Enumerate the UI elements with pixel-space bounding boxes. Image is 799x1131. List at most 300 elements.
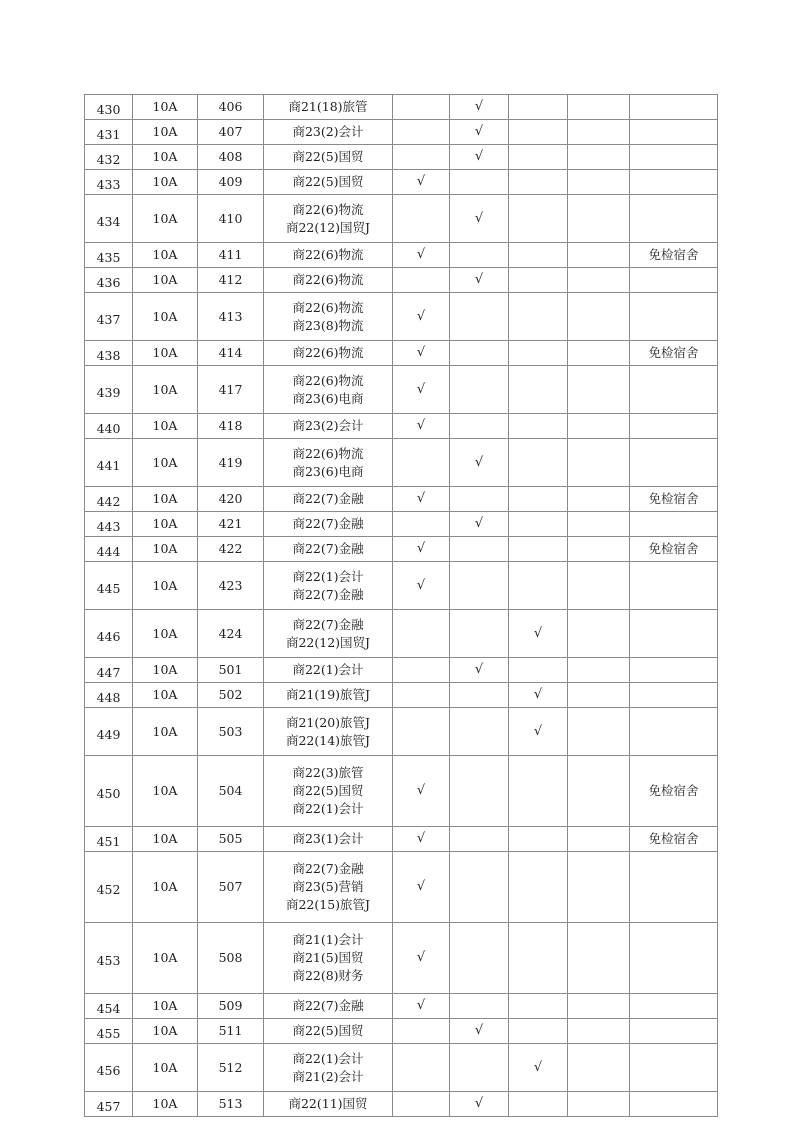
room-cell: 411: [198, 243, 264, 268]
note-cell: [630, 439, 718, 487]
classes-cell: [264, 562, 393, 610]
check-col-1: √: [393, 243, 450, 268]
room-cell: 421: [198, 512, 264, 537]
note-cell: [630, 923, 718, 994]
row-number: 440: [85, 414, 133, 439]
note-cell: [630, 512, 718, 537]
room-cell: 418: [198, 414, 264, 439]
check-col-4: [568, 562, 630, 610]
classes-cell: [264, 268, 393, 293]
table-row: [85, 145, 718, 170]
class-name: 商21(5)国贸: [292, 950, 364, 965]
building-cell: 10A: [133, 610, 198, 658]
check-col-4: [568, 293, 630, 341]
table-row: [85, 756, 718, 827]
check-col-3: [509, 95, 568, 120]
room-cell: 507: [198, 852, 264, 923]
building-cell: 10A: [133, 341, 198, 366]
note-cell: [630, 852, 718, 923]
building-cell: 10A: [133, 658, 198, 683]
check-col-2: [450, 366, 509, 414]
row-number: 435: [85, 243, 133, 268]
table-row: [85, 708, 718, 756]
note-cell: [630, 683, 718, 708]
check-col-4: [568, 487, 630, 512]
classes-cell: [264, 512, 393, 537]
check-col-2: √: [450, 95, 509, 120]
check-col-2: √: [450, 1092, 509, 1117]
table-row: [85, 658, 718, 683]
check-col-3: [509, 170, 568, 195]
room-cell: 410: [198, 195, 264, 243]
dorm-inspection-table: [84, 94, 718, 1117]
class-name: 商23(2)会计: [292, 124, 364, 139]
check-col-1: √: [393, 487, 450, 512]
row-number: 442: [85, 487, 133, 512]
note-cell: [630, 610, 718, 658]
check-col-3: [509, 195, 568, 243]
room-cell: 511: [198, 1019, 264, 1044]
note-cell: [630, 145, 718, 170]
check-col-2: [450, 683, 509, 708]
check-col-1: [393, 439, 450, 487]
check-col-1: √: [393, 923, 450, 994]
check-col-4: [568, 512, 630, 537]
table-row: [85, 610, 718, 658]
classes-cell: [264, 195, 393, 243]
check-col-3: [509, 562, 568, 610]
check-col-1: √: [393, 827, 450, 852]
room-cell: 503: [198, 708, 264, 756]
table-row: [85, 1044, 718, 1092]
building-cell: 10A: [133, 95, 198, 120]
classes-cell: [264, 756, 393, 827]
check-col-3: [509, 537, 568, 562]
building-cell: 10A: [133, 439, 198, 487]
check-col-3: [509, 243, 568, 268]
check-col-1: [393, 120, 450, 145]
class-name: 商22(6)物流: [292, 201, 364, 217]
note-cell: [630, 195, 718, 243]
building-cell: 10A: [133, 268, 198, 293]
building-cell: 10A: [133, 756, 198, 827]
check-col-3: [509, 923, 568, 994]
note-cell: [630, 414, 718, 439]
check-col-2: [450, 756, 509, 827]
building-cell: 10A: [133, 1044, 198, 1092]
note-cell: [630, 293, 718, 341]
check-col-4: [568, 827, 630, 852]
building-cell: 10A: [133, 145, 198, 170]
table-row: [85, 994, 718, 1019]
note-cell: [630, 1019, 718, 1044]
building-cell: 10A: [133, 827, 198, 852]
check-col-1: [393, 512, 450, 537]
check-col-2: [450, 708, 509, 756]
check-col-2: [450, 487, 509, 512]
table-row: [85, 512, 718, 537]
check-col-4: [568, 708, 630, 756]
note-cell: 免检宿舍: [630, 243, 718, 268]
class-name: 商22(7)金融: [292, 861, 364, 876]
room-cell: 509: [198, 994, 264, 1019]
building-cell: 10A: [133, 562, 198, 610]
class-name: 商21(2)会计: [292, 1068, 364, 1084]
class-name: 商23(8)物流: [292, 317, 364, 333]
check-col-2: √: [450, 439, 509, 487]
check-col-2: [450, 994, 509, 1019]
classes-cell: [264, 827, 393, 852]
room-cell: 505: [198, 827, 264, 852]
class-name: 商22(1)会计: [292, 801, 364, 816]
room-cell: 406: [198, 95, 264, 120]
class-name: 商22(6)物流: [292, 345, 364, 360]
check-col-1: √: [393, 414, 450, 439]
building-cell: 10A: [133, 243, 198, 268]
class-name: 商23(2)会计: [292, 418, 364, 433]
room-cell: 513: [198, 1092, 264, 1117]
table-row: [85, 95, 718, 120]
class-name: 商21(1)会计: [292, 932, 364, 947]
check-col-4: [568, 145, 630, 170]
note-cell: [630, 658, 718, 683]
check-col-2: [450, 170, 509, 195]
room-cell: 412: [198, 268, 264, 293]
check-col-1: [393, 95, 450, 120]
class-name: 商22(7)金融: [292, 516, 364, 531]
check-col-4: [568, 683, 630, 708]
table-row: [85, 562, 718, 610]
note-cell: 免检宿舍: [630, 341, 718, 366]
check-col-1: √: [393, 170, 450, 195]
table-row: [85, 195, 718, 243]
check-col-3: [509, 1092, 568, 1117]
check-col-4: [568, 414, 630, 439]
check-col-2: [450, 827, 509, 852]
row-number: 431: [85, 120, 133, 145]
table-row: [85, 120, 718, 145]
check-col-2: √: [450, 658, 509, 683]
room-cell: 422: [198, 537, 264, 562]
check-col-4: [568, 1019, 630, 1044]
room-cell: 409: [198, 170, 264, 195]
note-cell: [630, 120, 718, 145]
row-number: 454: [85, 994, 133, 1019]
classes-cell: [264, 537, 393, 562]
check-col-1: √: [393, 341, 450, 366]
row-number: 455: [85, 1019, 133, 1044]
check-col-2: [450, 923, 509, 994]
class-name: 商22(14)旅管J: [285, 732, 371, 748]
check-col-3: [509, 658, 568, 683]
note-cell: [630, 366, 718, 414]
class-name: 商22(7)金融: [292, 541, 364, 556]
class-name: 商22(5)国贸: [292, 783, 364, 798]
row-number: 430: [85, 95, 133, 120]
row-number: 438: [85, 341, 133, 366]
check-col-3: √: [509, 708, 568, 756]
class-name: 商22(6)物流: [292, 372, 364, 388]
class-name: 商22(15)旅管J: [285, 897, 371, 912]
check-col-3: [509, 1019, 568, 1044]
room-cell: 508: [198, 923, 264, 994]
check-col-4: [568, 756, 630, 827]
check-col-1: √: [393, 756, 450, 827]
check-col-4: [568, 658, 630, 683]
classes-cell: [264, 414, 393, 439]
check-col-2: √: [450, 268, 509, 293]
row-number: 448: [85, 683, 133, 708]
table-body: [85, 95, 718, 1117]
check-col-4: [568, 341, 630, 366]
class-name: 商23(5)营销: [292, 879, 364, 894]
table-row: [85, 923, 718, 994]
check-col-1: [393, 708, 450, 756]
check-col-2: √: [450, 145, 509, 170]
building-cell: 10A: [133, 120, 198, 145]
check-col-2: √: [450, 195, 509, 243]
check-col-4: [568, 537, 630, 562]
check-col-1: √: [393, 852, 450, 923]
check-col-1: √: [393, 994, 450, 1019]
classes-cell: [264, 341, 393, 366]
class-name: 商22(8)财务: [292, 968, 364, 983]
check-col-3: √: [509, 1044, 568, 1092]
classes-cell: [264, 994, 393, 1019]
check-col-3: [509, 293, 568, 341]
room-cell: 501: [198, 658, 264, 683]
check-col-4: [568, 120, 630, 145]
check-col-2: √: [450, 512, 509, 537]
room-cell: 423: [198, 562, 264, 610]
classes-cell: [264, 243, 393, 268]
check-col-3: [509, 827, 568, 852]
room-cell: 504: [198, 756, 264, 827]
note-cell: [630, 708, 718, 756]
row-number: 453: [85, 923, 133, 994]
table-row: [85, 1092, 718, 1117]
classes-cell: [264, 923, 393, 994]
class-name: 商22(5)国贸: [292, 149, 364, 164]
table-row: [85, 243, 718, 268]
row-number: 457: [85, 1092, 133, 1117]
check-col-1: √: [393, 293, 450, 341]
check-col-3: [509, 268, 568, 293]
row-number: 436: [85, 268, 133, 293]
check-col-3: [509, 512, 568, 537]
table-row: [85, 537, 718, 562]
table-row: [85, 487, 718, 512]
check-col-2: [450, 341, 509, 366]
row-number: 452: [85, 852, 133, 923]
classes-cell: [264, 95, 393, 120]
building-cell: 10A: [133, 195, 198, 243]
note-cell: [630, 95, 718, 120]
table-row: [85, 341, 718, 366]
classes-cell: [264, 487, 393, 512]
classes-cell: [264, 658, 393, 683]
class-name: 商22(1)会计: [292, 568, 364, 584]
check-col-4: [568, 268, 630, 293]
table-row: [85, 683, 718, 708]
check-col-3: [509, 994, 568, 1019]
note-cell: 免检宿舍: [630, 756, 718, 827]
room-cell: 417: [198, 366, 264, 414]
building-cell: 10A: [133, 537, 198, 562]
table-row: [85, 293, 718, 341]
building-cell: 10A: [133, 487, 198, 512]
check-col-4: [568, 243, 630, 268]
note-cell: [630, 562, 718, 610]
classes-cell: [264, 683, 393, 708]
table-row: [85, 827, 718, 852]
check-col-3: [509, 120, 568, 145]
note-cell: [630, 170, 718, 195]
row-number: 450: [85, 756, 133, 827]
check-col-2: √: [450, 1019, 509, 1044]
building-cell: 10A: [133, 852, 198, 923]
note-cell: [630, 994, 718, 1019]
building-cell: 10A: [133, 923, 198, 994]
classes-cell: [264, 1044, 393, 1092]
check-col-1: √: [393, 562, 450, 610]
check-col-4: [568, 1092, 630, 1117]
room-cell: 512: [198, 1044, 264, 1092]
class-name: 商23(6)电商: [292, 463, 364, 479]
check-col-4: [568, 923, 630, 994]
classes-cell: [264, 120, 393, 145]
check-col-1: [393, 658, 450, 683]
classes-cell: [264, 170, 393, 195]
row-number: 443: [85, 512, 133, 537]
classes-cell: [264, 1092, 393, 1117]
building-cell: 10A: [133, 366, 198, 414]
class-name: 商22(1)会计: [292, 1050, 364, 1066]
class-name: 商22(5)国贸: [292, 174, 364, 189]
room-cell: 414: [198, 341, 264, 366]
check-col-3: [509, 487, 568, 512]
room-cell: 413: [198, 293, 264, 341]
classes-cell: [264, 1019, 393, 1044]
check-col-4: [568, 170, 630, 195]
check-col-4: [568, 366, 630, 414]
table-row: [85, 366, 718, 414]
check-col-4: [568, 994, 630, 1019]
check-col-3: [509, 414, 568, 439]
row-number: 441: [85, 439, 133, 487]
check-col-1: √: [393, 366, 450, 414]
classes-cell: [264, 145, 393, 170]
building-cell: 10A: [133, 293, 198, 341]
building-cell: 10A: [133, 683, 198, 708]
row-number: 446: [85, 610, 133, 658]
building-cell: 10A: [133, 170, 198, 195]
classes-cell: [264, 610, 393, 658]
building-cell: 10A: [133, 994, 198, 1019]
check-col-4: [568, 95, 630, 120]
classes-cell: [264, 439, 393, 487]
row-number: 449: [85, 708, 133, 756]
building-cell: 10A: [133, 1019, 198, 1044]
note-cell: [630, 1044, 718, 1092]
note-cell: 免检宿舍: [630, 537, 718, 562]
note-cell: [630, 1092, 718, 1117]
check-col-4: [568, 195, 630, 243]
room-cell: 419: [198, 439, 264, 487]
row-number: 451: [85, 827, 133, 852]
table-row: [85, 1019, 718, 1044]
check-col-3: [509, 366, 568, 414]
check-col-2: [450, 414, 509, 439]
class-name: 商21(19)旅管J: [285, 687, 371, 702]
table-row: [85, 852, 718, 923]
check-col-2: [450, 537, 509, 562]
class-name: 商22(11)国贸: [288, 1096, 368, 1111]
classes-cell: [264, 366, 393, 414]
check-col-2: √: [450, 120, 509, 145]
row-number: 439: [85, 366, 133, 414]
class-name: 商22(7)金融: [292, 491, 364, 506]
check-col-1: √: [393, 537, 450, 562]
check-col-1: [393, 1044, 450, 1092]
row-number: 447: [85, 658, 133, 683]
row-number: 445: [85, 562, 133, 610]
check-col-3: √: [509, 610, 568, 658]
check-col-3: [509, 852, 568, 923]
check-col-1: [393, 145, 450, 170]
class-name: 商22(1)会计: [292, 662, 364, 677]
building-cell: 10A: [133, 708, 198, 756]
check-col-1: [393, 1092, 450, 1117]
row-number: 444: [85, 537, 133, 562]
class-name: 商22(6)物流: [292, 445, 364, 461]
building-cell: 10A: [133, 414, 198, 439]
class-name: 商22(12)国贸J: [285, 634, 371, 650]
classes-cell: [264, 708, 393, 756]
check-col-4: [568, 610, 630, 658]
class-name: 商22(6)物流: [292, 299, 364, 315]
check-col-1: [393, 195, 450, 243]
check-col-3: [509, 756, 568, 827]
check-col-2: [450, 243, 509, 268]
classes-cell: [264, 293, 393, 341]
row-number: 432: [85, 145, 133, 170]
room-cell: 407: [198, 120, 264, 145]
table-row: [85, 170, 718, 195]
check-col-2: [450, 852, 509, 923]
check-col-3: √: [509, 683, 568, 708]
class-name: 商23(1)会计: [292, 831, 364, 846]
check-col-2: [450, 1044, 509, 1092]
check-col-3: [509, 341, 568, 366]
check-col-2: [450, 562, 509, 610]
check-col-1: [393, 1019, 450, 1044]
row-number: 434: [85, 195, 133, 243]
class-name: 商22(6)物流: [292, 272, 364, 287]
class-name: 商22(7)金融: [292, 616, 364, 632]
row-number: 456: [85, 1044, 133, 1092]
note-cell: 免检宿舍: [630, 827, 718, 852]
building-cell: 10A: [133, 1092, 198, 1117]
class-name: 商21(18)旅管: [288, 99, 368, 114]
check-col-2: [450, 610, 509, 658]
table-row: [85, 268, 718, 293]
note-cell: [630, 268, 718, 293]
check-col-1: [393, 683, 450, 708]
class-name: 商21(20)旅管J: [285, 714, 371, 730]
check-col-3: [509, 145, 568, 170]
class-name: 商22(12)国贸J: [285, 219, 371, 235]
